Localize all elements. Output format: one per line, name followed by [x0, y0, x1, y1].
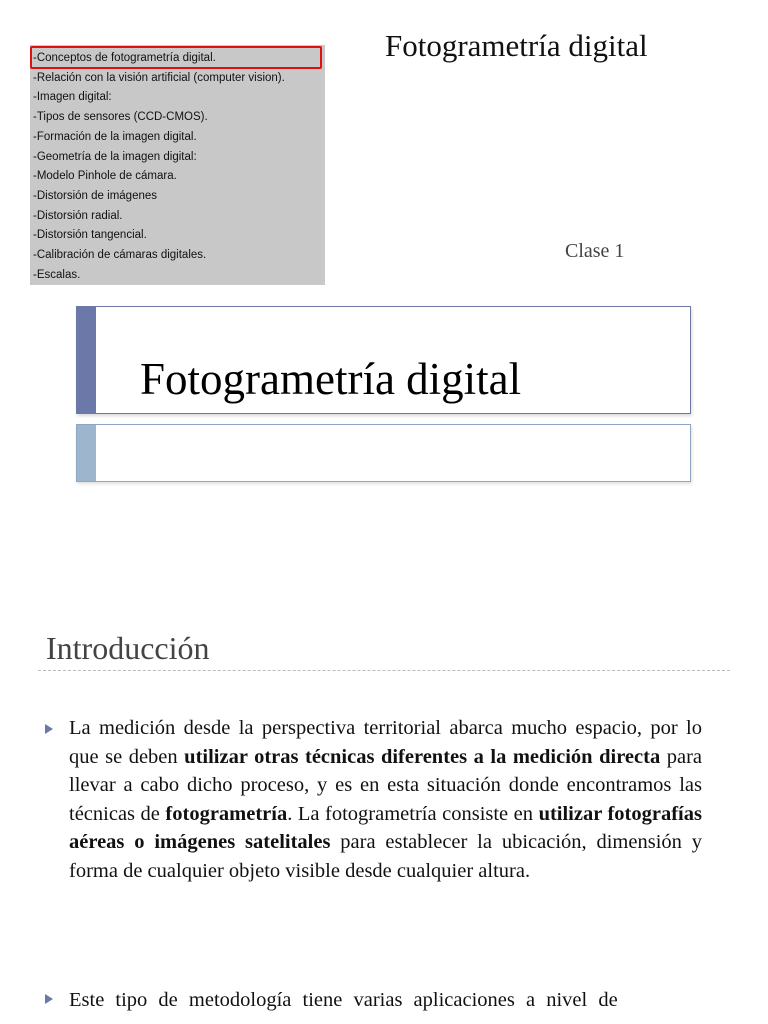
topic-item: -Calibración de cámaras digitales.	[33, 249, 207, 262]
topic-item: -Conceptos de fotogrametría digital.	[33, 52, 216, 64]
topic-item: -Modelo Pinhole de cámara.	[33, 170, 177, 183]
current-topic-highlight	[30, 46, 322, 69]
title-accent-bar	[77, 307, 96, 413]
slide-title: Fotogrametría digital	[140, 354, 522, 404]
subtitle-frame	[76, 424, 691, 482]
paragraph-text: para llevar a cabo dicho proceso, y es en esta situación donde encontramos las técnicas de	[69, 745, 702, 825]
topic-item: -Tipos de sensores (CCD-CMOS).	[33, 111, 208, 124]
bullet-marker-icon	[45, 994, 53, 1004]
paragraph-bold: fotogrametría	[165, 802, 288, 825]
subtitle-accent-bar	[77, 425, 96, 481]
heading-divider	[38, 670, 730, 671]
topic-item: -Geometría de la imagen digital:	[33, 150, 197, 163]
class-label: Clase 1	[565, 240, 625, 262]
paragraph-text: para establecer la ubicación, dimensión y forma de cualquier objeto visible desde cualquier altura.	[69, 831, 702, 882]
topic-item: -Escalas.	[33, 268, 81, 281]
topic-item: -Formación de la imagen digital.	[33, 130, 197, 143]
topic-list	[30, 45, 325, 285]
paragraph-bold: utilizar otras técnicas diferentes a la medición directa	[184, 745, 661, 768]
bullet-marker-icon	[45, 724, 53, 734]
paragraph-2: Este tipo de metodología tiene varias aplicaciones a nivel de	[69, 989, 618, 1011]
topic-item: -Distorsión radial.	[33, 209, 123, 222]
topic-item: -Distorsión tangencial.	[33, 229, 147, 242]
topic-item: -Imagen digital:	[33, 91, 112, 104]
paragraph-text: La medición desde la perspectiva territorial abarca mucho espacio, por lo que se deben	[69, 717, 702, 768]
title-frame	[76, 306, 691, 414]
topic-item: -Relación con la visión artificial (computer vision).	[33, 71, 285, 84]
paragraph-1	[69, 714, 702, 886]
paragraph-text: . La fotogrametría consiste en	[287, 802, 539, 825]
header-title: Fotogrametría digital	[385, 28, 648, 63]
section-heading: Introducción	[46, 630, 210, 666]
paragraph-bold: utilizar fotografías aéreas o imágenes satelitales	[69, 802, 702, 854]
topic-item: -Distorsión de imágenes	[33, 189, 158, 202]
